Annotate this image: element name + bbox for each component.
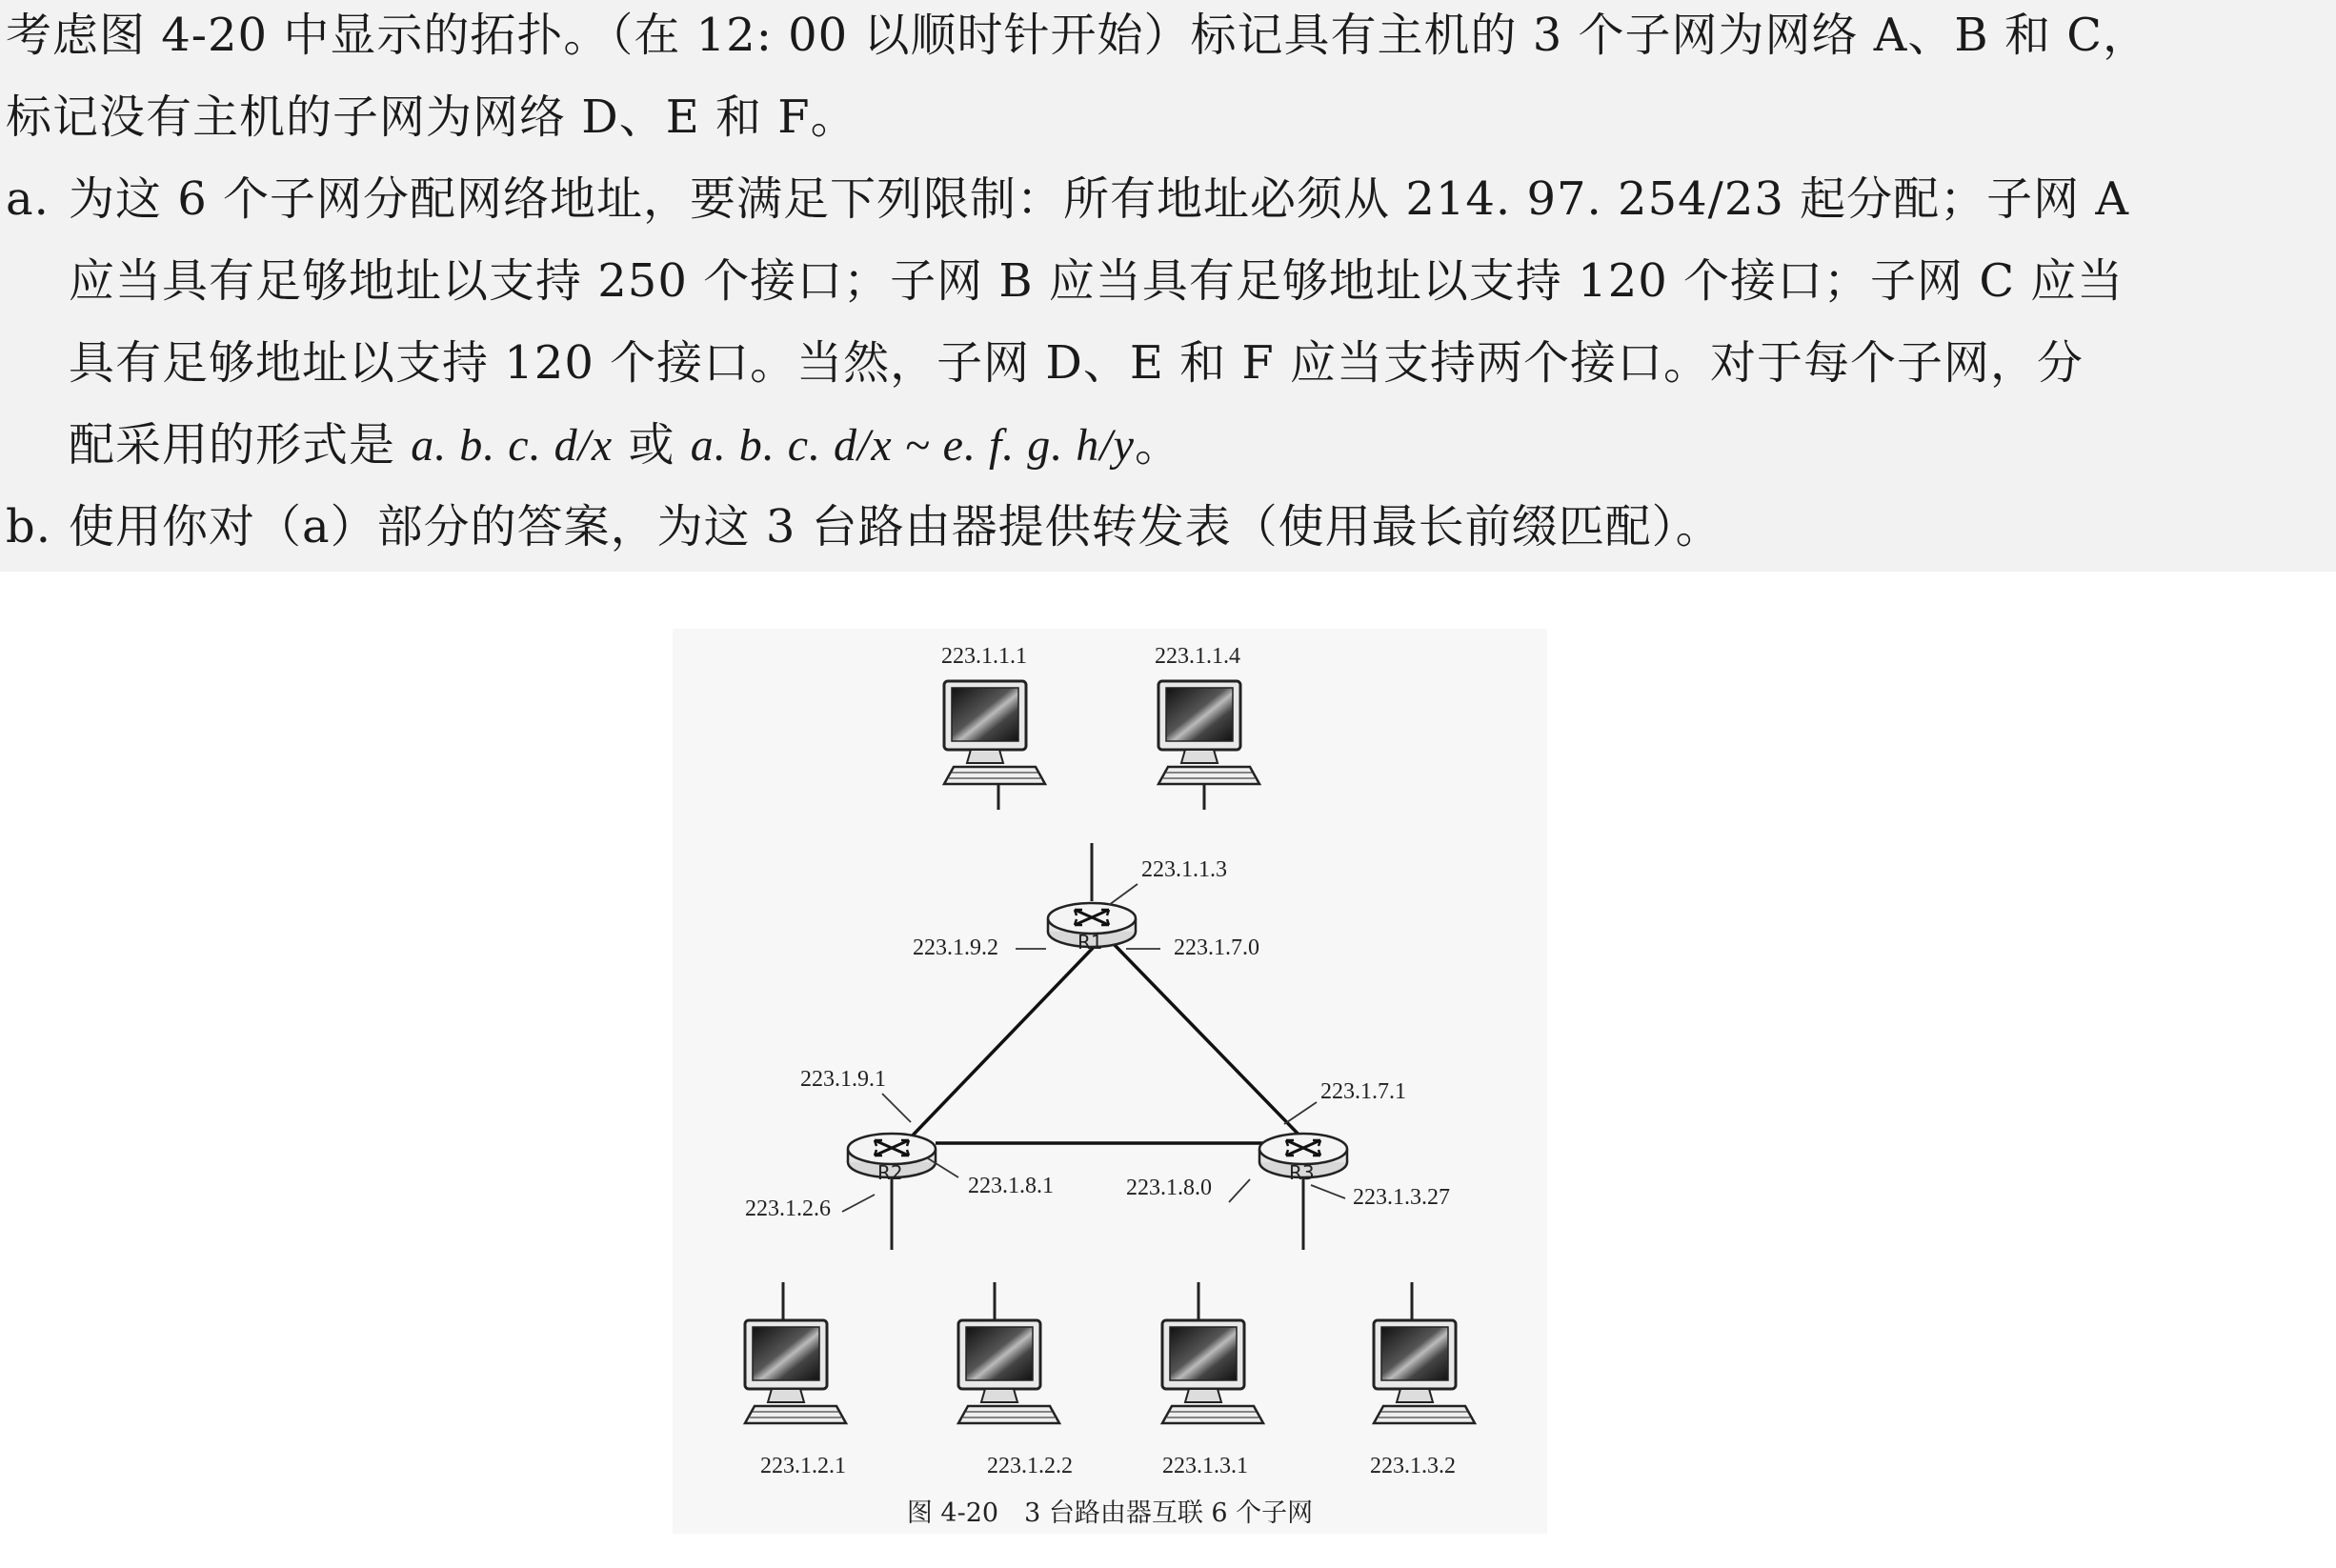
address-form-2: a. b. c. d/x ~ e. f. g. h/y bbox=[690, 420, 1135, 471]
intro-line-1: 考虑图 4-20 中显示的拓扑。（在 12: 00 以顺时针开始）标记具有主机的 3 个子网为网络 A、B 和 C， bbox=[6, 9, 2149, 62]
router-r2-label: R2 bbox=[877, 1161, 903, 1184]
host-top-right-pc bbox=[1158, 681, 1259, 810]
intro-line-2: 标记没有主机的子网为网络 D、E 和 F。 bbox=[6, 90, 857, 144]
host-bottom-2-pc bbox=[958, 1282, 1059, 1423]
label-r3-top: 223.1.7.1 bbox=[1320, 1079, 1406, 1104]
label-host-top-left: 223.1.1.1 bbox=[941, 644, 1027, 669]
label-host-bottom-3: 223.1.3.1 bbox=[1162, 1454, 1248, 1478]
part-a-line-4-prefix: 配采用的形式是 bbox=[69, 418, 412, 472]
label-r2-bottom: 223.1.2.6 bbox=[745, 1196, 831, 1221]
router-r3-label: R3 bbox=[1289, 1161, 1315, 1184]
label-host-bottom-1: 223.1.2.1 bbox=[760, 1454, 846, 1478]
label-r1-right: 223.1.7.0 bbox=[1174, 935, 1259, 960]
label-r1-top: 223.1.1.3 bbox=[1141, 857, 1227, 882]
part-a-line-4 bbox=[69, 404, 1181, 487]
part-b-marker: b. bbox=[6, 500, 51, 553]
part-a-line-3: 具有足够地址以支持 120 个接口。当然，子网 D、E 和 F 应当支持两个接口。对于每个子网，分 bbox=[69, 336, 2084, 390]
part-a-line-2: 应当具有足够地址以支持 250 个接口；子网 B 应当具有足够地址以支持 120 个接口；子网 C 应当 bbox=[69, 254, 2125, 308]
label-host-bottom-2: 223.1.2.2 bbox=[987, 1454, 1073, 1478]
host-bottom-4-pc bbox=[1374, 1282, 1475, 1423]
part-a-line-1: 为这 6 个子网分配网络地址，要满足下列限制：所有地址必须从 214. 97. 254/23 起分配；子网 A bbox=[69, 172, 2130, 226]
host-bottom-3-pc bbox=[1162, 1282, 1263, 1423]
label-r2-top: 223.1.9.1 bbox=[800, 1067, 886, 1092]
topology-diagram bbox=[673, 629, 1547, 1486]
figure-caption: 图 4-20 3 台路由器互联 6 个子网 bbox=[906, 1498, 1314, 1528]
part-a bbox=[6, 158, 2129, 240]
link-r1-r3 bbox=[1113, 943, 1305, 1141]
host-bottom-1-pc bbox=[745, 1282, 846, 1423]
router-r1-label: R1 bbox=[1077, 931, 1103, 954]
topology-figure bbox=[673, 629, 1547, 1534]
part-b-line-1: 使用你对（a）部分的答案，为这 3 台路由器提供转发表（使用最长前缀匹配）。 bbox=[69, 500, 1722, 553]
problem-text bbox=[0, 0, 2336, 572]
part-a-line-4-suffix: 。 bbox=[1134, 418, 1181, 472]
label-host-bottom-4: 223.1.3.2 bbox=[1370, 1454, 1456, 1478]
label-r1-left: 223.1.9.2 bbox=[913, 935, 998, 960]
label-r3-left: 223.1.8.0 bbox=[1126, 1176, 1212, 1200]
label-r3-bottom: 223.1.3.27 bbox=[1353, 1185, 1450, 1210]
part-a-line-4-or: 或 bbox=[613, 418, 691, 472]
part-a-marker: a. bbox=[6, 172, 50, 226]
part-b bbox=[6, 486, 1722, 568]
host-top-left-pc bbox=[944, 681, 1045, 810]
label-r2-right: 223.1.8.1 bbox=[968, 1174, 1054, 1198]
label-host-top-right: 223.1.1.4 bbox=[1155, 644, 1240, 669]
address-form-1: a. b. c. d/x bbox=[411, 420, 614, 471]
link-r1-r2 bbox=[907, 943, 1098, 1141]
